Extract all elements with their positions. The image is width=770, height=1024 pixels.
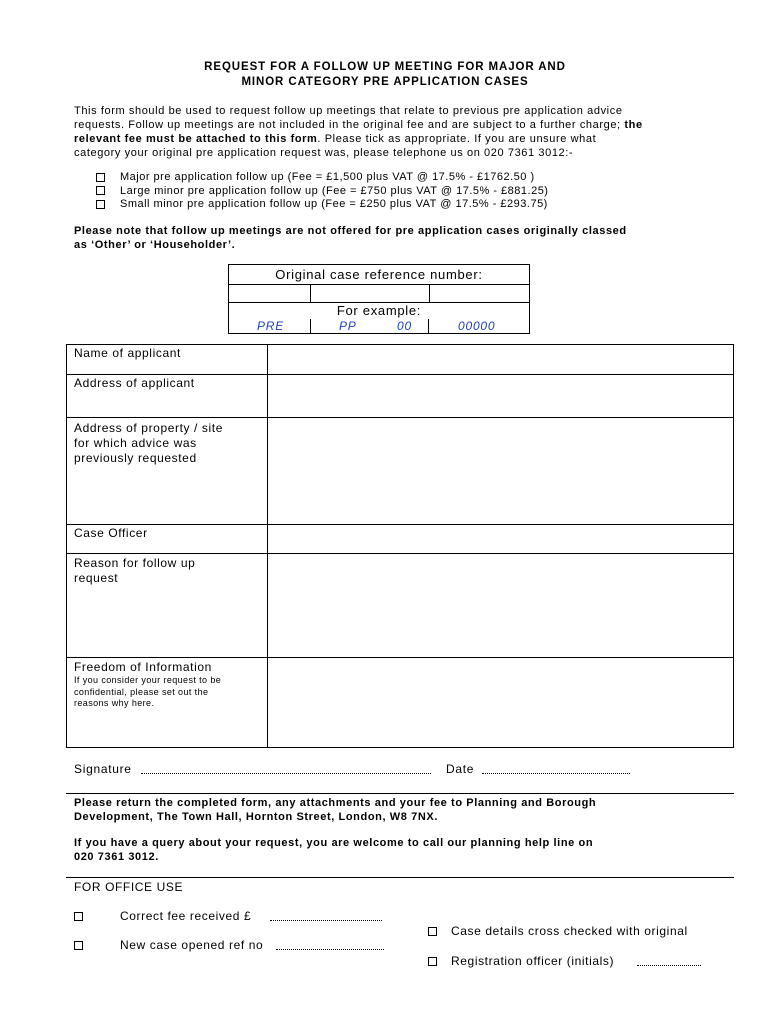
ref-cell-prefix[interactable] (229, 284, 311, 302)
example-codes (229, 319, 529, 333)
registration-officer-label: Registration officer (initials) (451, 954, 615, 968)
divider (66, 877, 734, 878)
intro-paragraph (74, 104, 714, 160)
office-use-title: FOR OFFICE USE (74, 880, 184, 894)
office-checkbox-fee[interactable] (74, 909, 83, 923)
name-label: Name of applicant (74, 346, 181, 360)
case-officer-input[interactable] (268, 525, 734, 553)
form-title-line2: MINOR CATEGORY PRE APPLICATION CASES (241, 76, 529, 88)
intro-line: requests. Follow up meetings are not included in the original fee and are subject to a further charge; the (74, 119, 643, 131)
ref-cell-type[interactable] (311, 284, 430, 302)
intro-line: relevant fee must be attached to this form. Please tick as appropriate. If you are unsure what (74, 133, 597, 145)
address-label: Address of applicant (74, 376, 195, 390)
name-input[interactable] (268, 345, 734, 374)
new-case-label: New case opened ref no (120, 938, 264, 952)
registration-officer-field[interactable] (637, 965, 701, 966)
intro-line: category your original pre application request was, please telephone us on 020 7361 3012:- (74, 147, 574, 159)
checkbox-icon[interactable] (96, 198, 120, 212)
signature-label: Signature (74, 762, 132, 776)
case-officer-label: Case Officer (74, 526, 148, 540)
form-title-line1: REQUEST FOR A FOLLOW UP MEETING FOR MAJOR AND (204, 61, 566, 73)
case-reference-box (228, 264, 530, 334)
date-label: Date (446, 762, 475, 776)
example-code-year: 00 (397, 319, 412, 333)
applicant-details-table (66, 344, 734, 748)
case-reference-input-cells[interactable] (229, 284, 529, 303)
fee-option-major[interactable]: Major pre application follow up (Fee = £1,500 plus VAT @ 17.5% - £1762.50 ) (96, 171, 548, 185)
office-checkbox-cross-check[interactable] (428, 924, 437, 938)
property-address-input[interactable] (268, 418, 734, 524)
example-code-number: 00000 (458, 319, 496, 333)
fee-received-field[interactable] (270, 920, 382, 921)
fee-option-small-minor[interactable]: Small minor pre application follow up (Fee = £250 plus VAT @ 17.5% - £293.75) (96, 198, 548, 212)
reason-label: Reason for follow up request (74, 556, 196, 585)
checkbox-icon[interactable] (96, 185, 120, 199)
case-reference-title: Original case reference number: (229, 265, 529, 285)
return-instructions: Please return the completed form, any attachments and your fee to Planning and Borough Development, The Town Hall, Hornton Street, London, W8 7NX. (74, 797, 597, 823)
fee-option-large-minor[interactable]: Large minor pre application follow up (Fee = £750 plus VAT @ 17.5% - £881.25) (96, 185, 548, 199)
fee-options (96, 171, 548, 212)
cross-checked-label: Case details cross checked with original (451, 924, 688, 938)
new-case-field[interactable] (276, 949, 384, 950)
address-input[interactable] (268, 375, 734, 417)
foi-label: Freedom of Information If you consider your request to be confidential, please set out the reasons why here. (74, 660, 222, 708)
reason-input[interactable] (268, 554, 734, 657)
office-checkbox-new-case[interactable] (74, 938, 83, 952)
example-code-pp: PP (339, 319, 357, 333)
query-instructions: If you have a query about your request, you are welcome to call our planning help line on 020 7361 3012. (74, 837, 594, 863)
foi-input[interactable] (268, 658, 734, 748)
date-field[interactable] (482, 773, 630, 774)
ref-cell-year[interactable] (430, 284, 511, 302)
divider (66, 793, 734, 794)
office-checkbox-registration[interactable] (428, 954, 437, 968)
checkbox-icon[interactable] (96, 171, 120, 185)
fee-received-label: Correct fee received £ (120, 909, 252, 923)
example-code-pre: PRE (257, 319, 285, 333)
signature-field[interactable] (141, 773, 431, 774)
example-label: For example: (336, 303, 422, 318)
note: Please note that follow up meetings are not offered for pre application cases originally classed as ‘Other’ or ‘Householder’. (74, 225, 627, 251)
property-address-label: Address of property / site for which advice was previously requested (74, 421, 223, 465)
intro-line: This form should be used to request follow up meetings that relate to previous pre application advice (74, 105, 623, 117)
signature-row (74, 762, 132, 776)
